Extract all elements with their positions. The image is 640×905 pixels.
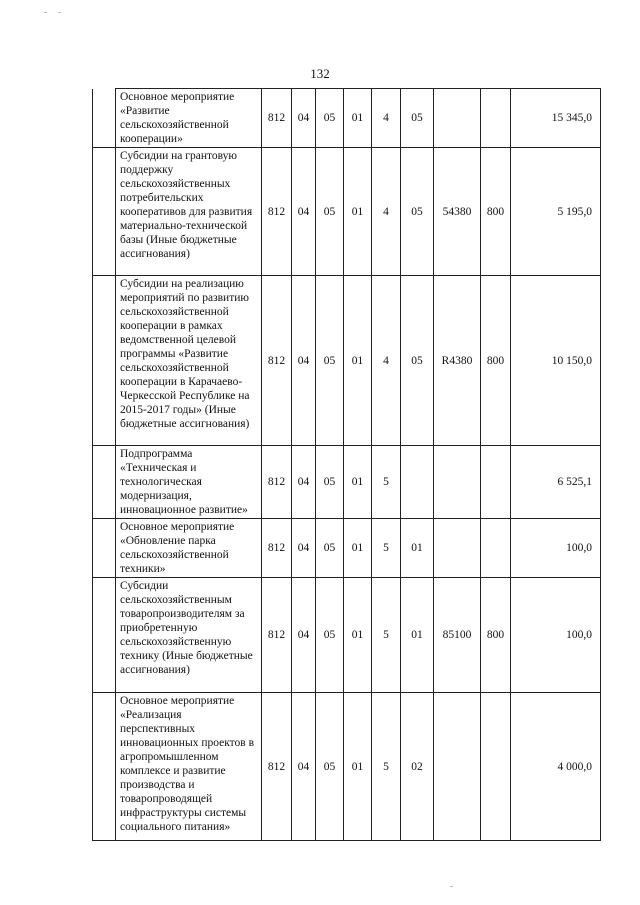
row-subprogram-code: 5	[372, 446, 401, 519]
row-subprogram-code: 5	[372, 578, 401, 693]
row-margin-cell	[93, 578, 116, 693]
table-row	[93, 578, 601, 693]
row-ministry-code: 812	[262, 446, 292, 519]
row-margin-cell	[93, 446, 116, 519]
table-body	[93, 89, 601, 841]
row-ministry-code: 812	[262, 89, 292, 148]
row-section-code: 04	[292, 578, 316, 693]
row-subprogram-code: 5	[372, 519, 401, 578]
row-amount: 15 345,0	[511, 89, 601, 148]
row-margin-cell	[93, 148, 116, 276]
row-margin-cell	[93, 519, 116, 578]
row-subsection-code: 05	[316, 148, 344, 276]
row-name: Основное мероприятие «Обновление парка сельскохозяйственной техники»	[116, 519, 262, 578]
row-subsection-code: 05	[316, 276, 344, 446]
row-ministry-code: 812	[262, 148, 292, 276]
row-expense-type-code: 800	[481, 276, 511, 446]
row-amount: 4 000,0	[511, 693, 601, 841]
row-subprogram-code: 5	[372, 693, 401, 841]
row-program-code: 01	[344, 578, 372, 693]
row-margin-cell	[93, 276, 116, 446]
page-number: 132	[310, 66, 330, 81]
row-expense-type-code	[481, 446, 511, 519]
row-expense-type-code	[481, 89, 511, 148]
row-direction-code	[434, 446, 481, 519]
row-amount: 100,0	[511, 578, 601, 693]
row-amount: 10 150,0	[511, 276, 601, 446]
row-amount: 5 195,0	[511, 148, 601, 276]
row-direction-code	[434, 519, 481, 578]
row-event-code: 02	[401, 693, 434, 841]
row-subprogram-code: 4	[372, 148, 401, 276]
row-event-code: 01	[401, 519, 434, 578]
row-ministry-code: 812	[262, 693, 292, 841]
row-name: Основное мероприятие «Развитие сельскохозяйственной кооперации»	[116, 89, 262, 148]
row-event-code: 05	[401, 276, 434, 446]
row-section-code: 04	[292, 89, 316, 148]
row-amount: 100,0	[511, 519, 601, 578]
row-expense-type-code: 800	[481, 148, 511, 276]
row-subprogram-code: 4	[372, 89, 401, 148]
row-expense-type-code: 800	[481, 578, 511, 693]
row-program-code: 01	[344, 693, 372, 841]
scan-speck	[44, 12, 47, 13]
row-subsection-code: 05	[316, 446, 344, 519]
row-ministry-code: 812	[262, 276, 292, 446]
row-name: Субсидии на реализацию мероприятий по развитию сельскохозяйственной кооперации в рамках ведомственной целевой программы «Развитие сельскохозяйственной кооперации в Карачаево-Черкесской Республике на 2015-2017 годы» (Иные бюджетные ассигнования)	[116, 276, 262, 446]
row-program-code: 01	[344, 519, 372, 578]
table-row	[93, 693, 601, 841]
table-row	[93, 89, 601, 148]
row-subsection-code: 05	[316, 578, 344, 693]
row-direction-code: R4380	[434, 276, 481, 446]
row-program-code: 01	[344, 446, 372, 519]
row-ministry-code: 812	[262, 578, 292, 693]
budget-table	[92, 88, 601, 841]
row-event-code: 01	[401, 578, 434, 693]
table-row	[93, 276, 601, 446]
row-subsection-code: 05	[316, 519, 344, 578]
row-ministry-code: 812	[262, 519, 292, 578]
row-event-code: 05	[401, 148, 434, 276]
table-row	[93, 519, 601, 578]
row-amount: 6 525,1	[511, 446, 601, 519]
row-direction-code: 85100	[434, 578, 481, 693]
row-section-code: 04	[292, 519, 316, 578]
row-section-code: 04	[292, 446, 316, 519]
row-name: Субсидии на грантовую поддержку сельскохозяйственных потребительских кооперативов для развития материально-технической базы (Иные бюджетные ассигнования)	[116, 148, 262, 276]
row-direction-code	[434, 693, 481, 841]
table-row	[93, 446, 601, 519]
row-name: Основное мероприятие «Реализация перспективных инновационных проектов в агропромышленном комплексе и развитие производства и товаропроводящей инфраструктуры системы социального питания»	[116, 693, 262, 841]
row-subsection-code: 05	[316, 89, 344, 148]
row-name: Подпрограмма «Техническая и технологическая модернизация, инновационное развитие»	[116, 446, 262, 519]
row-margin-cell	[93, 693, 116, 841]
row-direction-code	[434, 89, 481, 148]
row-event-code	[401, 446, 434, 519]
row-program-code: 01	[344, 148, 372, 276]
row-section-code: 04	[292, 693, 316, 841]
row-section-code: 04	[292, 148, 316, 276]
row-program-code: 01	[344, 276, 372, 446]
row-subprogram-code: 4	[372, 276, 401, 446]
table-row	[93, 148, 601, 276]
row-expense-type-code	[481, 519, 511, 578]
row-subsection-code: 05	[316, 693, 344, 841]
row-program-code: 01	[344, 89, 372, 148]
row-name: Субсидии сельскохозяйственным товаропроизводителям за приобретенную сельскохозяйственную технику (Иные бюджетные ассигнования)	[116, 578, 262, 693]
row-expense-type-code	[481, 693, 511, 841]
row-event-code: 05	[401, 89, 434, 148]
row-margin-cell	[93, 89, 116, 148]
scan-speck	[450, 886, 453, 887]
scan-speck	[58, 12, 61, 13]
row-direction-code: 54380	[434, 148, 481, 276]
row-section-code: 04	[292, 276, 316, 446]
